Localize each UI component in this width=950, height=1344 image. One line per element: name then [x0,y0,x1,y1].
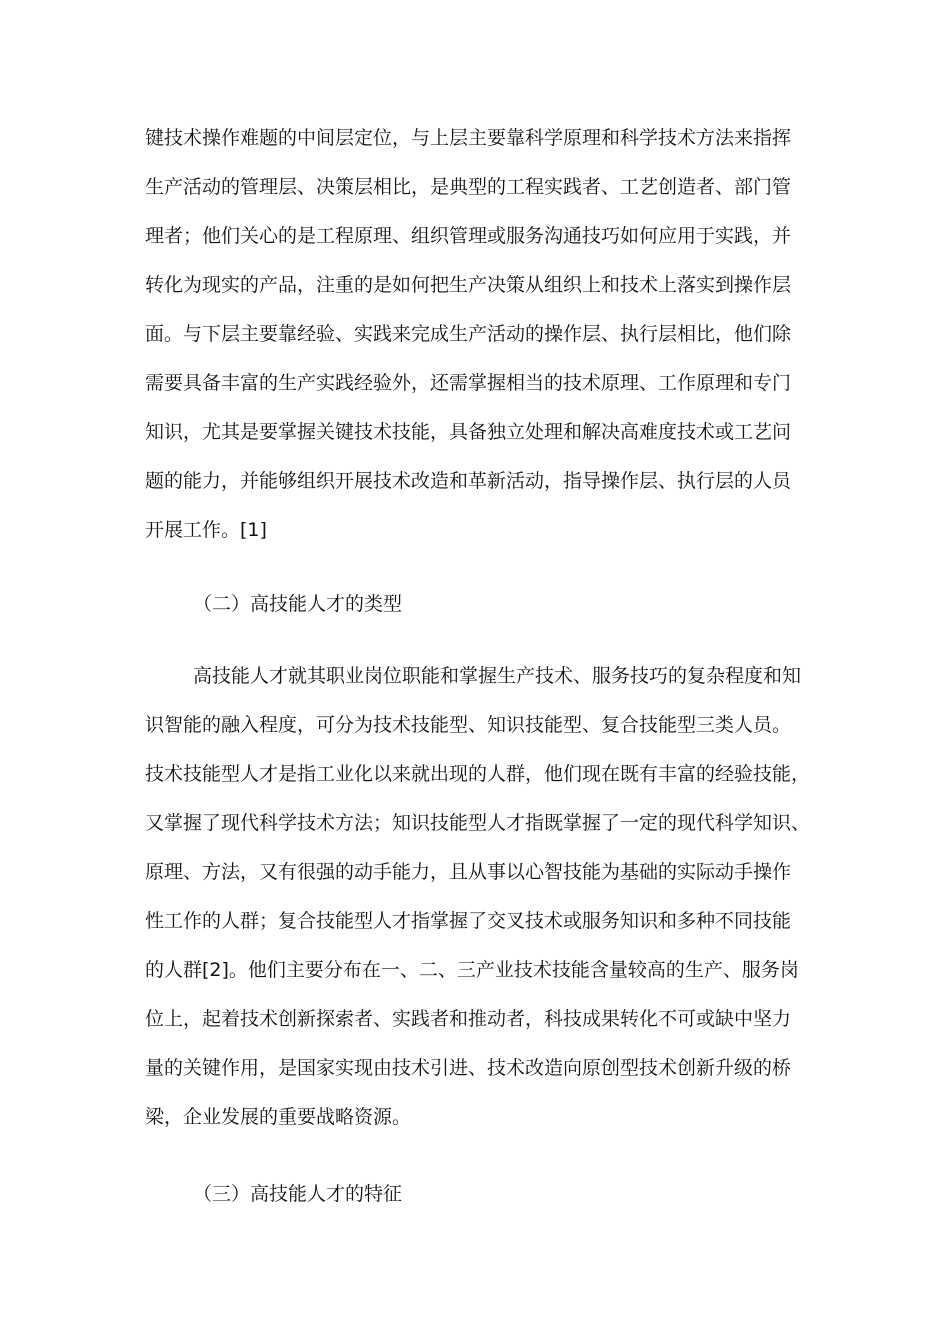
text-line: 生产活动的管理层、决策层相比，是典型的工程实践者、工艺创造者、部门管 [145,176,792,198]
text-line: 位上，起着技术创新探索者、实践者和推动者，科技成果转化不可或缺中坚力 [145,1008,792,1030]
text-line: 开展工作。[1] [145,519,267,541]
text-line: 题的能力，并能够组织开展技术改造和革新活动，指导操作层、执行层的人员 [145,470,792,492]
text-line: 技术技能型人才是指工业化以来就出现的人群，他们现在既有丰富的经验技能， [145,763,811,785]
text-line: 又掌握了现代科学技术方法；知识技能型人才指既掌握了一定的现代科学知识、 [145,812,811,834]
text-line: 高技能人才就其职业岗位职能和掌握生产技术、服务技巧的复杂程度和知 [193,665,802,687]
text-line: 原理、方法，又有很强的动手能力，且从事以心智技能为基础的实际动手操作 [145,861,792,883]
text-line: 量的关键作用，是国家实现由技术引进、技术改造向原创型技术创新升级的桥 [145,1057,792,1079]
text-line: 的人群[2]。他们主要分布在一、二、三产业技术技能含量较高的生产、服务岗 [145,959,799,981]
text-line: 键技术操作难题的中间层定位，与上层主要靠科学原理和科学技术方法来指挥 [145,127,792,149]
section-heading-types: （二）高技能人才的类型 [193,593,403,615]
text-line: 理者；他们关心的是工程原理、组织管理或服务沟通技巧如何应用于实践，并 [145,225,792,247]
text-line: 性工作的人群；复合技能型人才指掌握了交叉技术或服务知识和多种不同技能 [145,910,792,932]
text-line: 需要具备丰富的生产实践经验外，还需掌握相当的技术原理、工作原理和专门 [145,372,792,394]
text-line: 面。与下层主要靠经验、实践来完成生产活动的操作层、执行层相比，他们除 [145,323,792,345]
text-line: 知识，尤其是要掌握关键技术技能，具备独立处理和解决高难度技术或工艺问 [145,421,792,443]
text-line: 梁，企业发展的重要战略资源。 [145,1106,412,1128]
text-line: 转化为现实的产品，注重的是如何把生产决策从组织上和技术上落实到操作层 [145,274,792,296]
section-heading-features: （三）高技能人才的特征 [193,1183,403,1205]
text-line: 识智能的融入程度，可分为技术技能型、知识技能型、复合技能型三类人员。 [145,714,792,736]
